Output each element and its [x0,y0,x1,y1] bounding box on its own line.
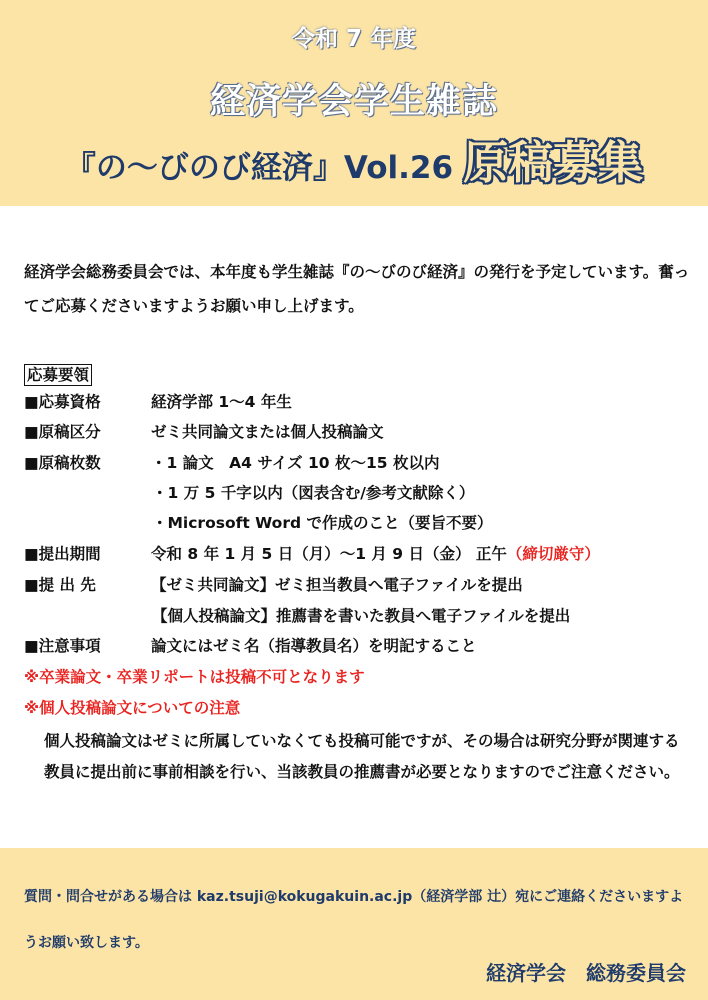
warning-individual-heading: ※個人投稿論文についての注意 [24,699,241,717]
length-row [24,451,439,473]
notes-label: ■注意事項 [24,637,101,655]
eligibility-label: ■応募資格 [24,393,101,411]
deadline-row [24,542,600,564]
category-value: ゼミ共同論文または個人投稿論文 [151,423,384,441]
warning-individual-body: 個人投稿論文はゼミに所属していなくても投稿可能ですが、その場合は研究分野が関連する教員に提出前に事前相談を行い、当該教員の推薦書が必要となりますのでご注意ください。 [44,732,680,781]
call-for-papers-title: 原稿募集 [463,136,644,189]
title-row [0,126,708,191]
eligibility-value: 経済学部 1〜4 年生 [151,393,292,411]
contact-info: 質問・問合せがある場合は kaz.tsuji@kokugakuin.ac.jp（経済学部 辻）宛にご連絡くださいますようお願い致します。 [24,889,684,951]
fiscal-year: 令和 7 年度 [291,26,417,52]
deadline-strict: （締切厳守） [506,545,600,563]
deadline-label: ■提出期間 [24,545,101,563]
length-item-3: ・Microsoft Word で作成のこと（要旨不要） [152,514,493,532]
notes-value: 論文にはゼミ名（指導教員名）を明記すること [151,637,477,655]
submit-row [24,573,523,595]
organization-name: 経済学会 総務委員会 [486,961,686,985]
magazine-subtitle: 経済学会学生雑誌 [209,82,498,122]
submit-label: ■提 出 先 [24,576,96,594]
deadline-value: 令和 8 年 1 月 5 日（月）〜1 月 9 日（金） 正午 [151,545,507,563]
length-item-1: ・1 論文 A4 サイズ 10 枚〜15 枚以内 [151,454,440,472]
category-label: ■原稿区分 [24,423,101,441]
submit-item-1: 【ゼミ共同論文】ゼミ担当教員へ電子ファイルを提出 [151,576,523,594]
intro-paragraph: 経済学会総務委員会では、本年度も学生雑誌『の〜びのび経済』の発行を予定しています。奮ってご応募くださいますようお願い申し上げます。 [24,263,690,315]
submit-item-2: 【個人投稿論文】推薦書を書いた教員へ電子ファイルを提出 [152,607,571,625]
warning-thesis: ※卒業論文・卒業リポートは投稿不可となります [24,668,365,686]
notes-row [24,634,477,656]
eligibility-row [24,390,292,412]
category-row [24,420,384,442]
length-item-2: ・1 万 5 千字以内（図表含む/参考文献除く） [152,484,475,502]
length-label: ■原稿枚数 [24,454,101,472]
requirements-heading: 応募要領 [24,364,92,386]
magazine-name: 『の〜びのび経済』Vol.26 [64,150,454,186]
